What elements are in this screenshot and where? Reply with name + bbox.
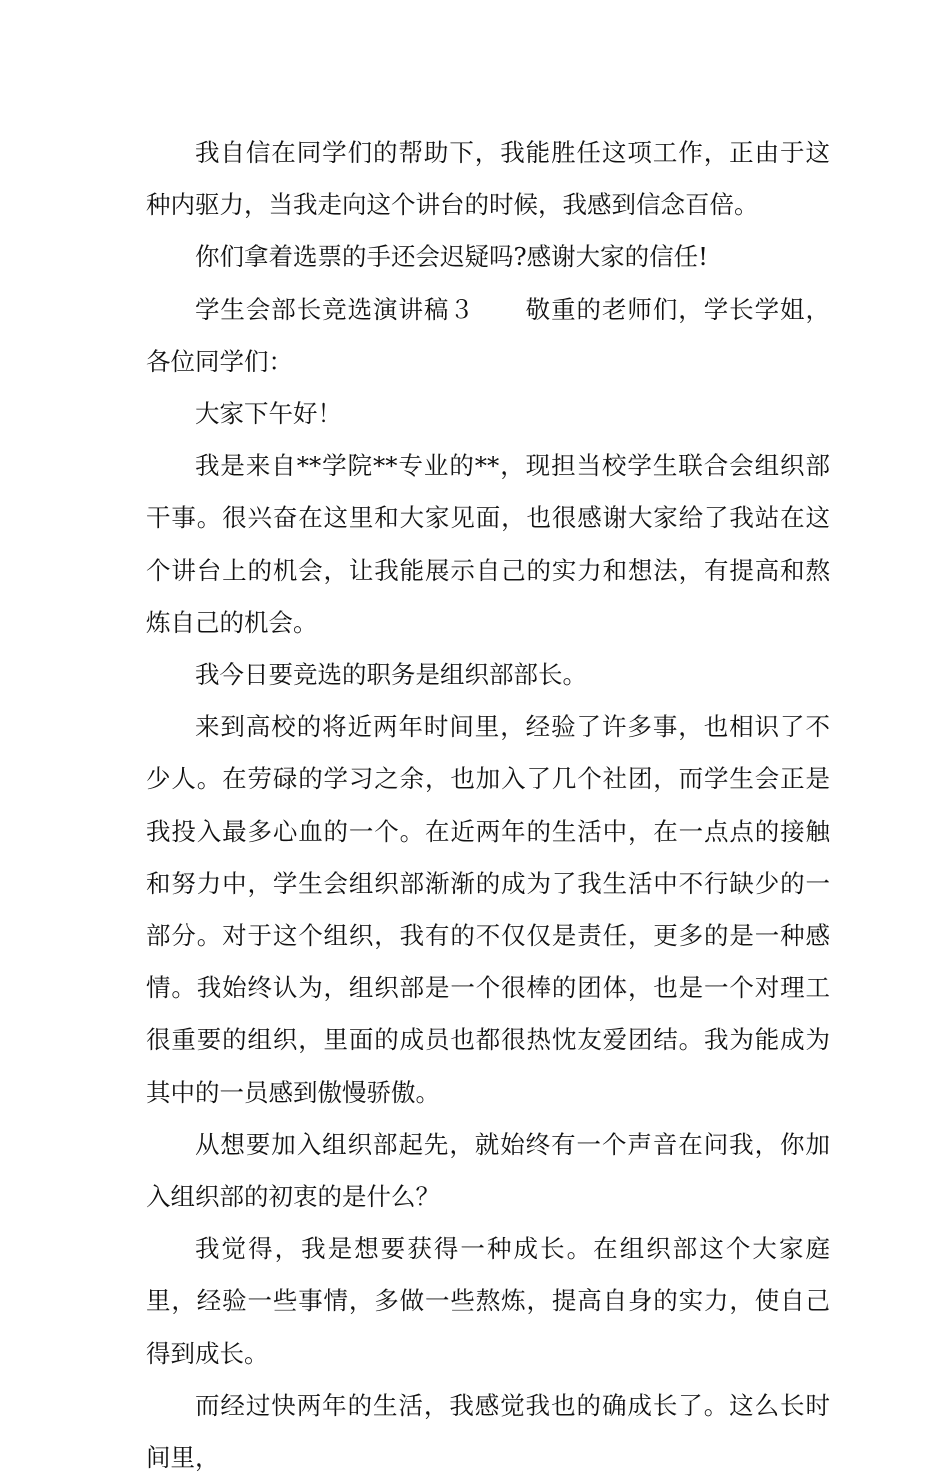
paragraph: 来到高校的将近两年时间里，经验了许多事，也相识了不少人。在劳碌的学习之余，也加入了几个社团，而学生会正是我投入最多心血的一个。在近两年的生活中，在一点点的接触和努力中，学生会组织部渐渐的成为了我生活中不行缺少的一部分。对于这个组织，我有的不仅仅是责任，更多的是一种感情。我始终认为，组织部是一个很棒的团体，也是一个对理工很重要的组织，里面的成员也都很热忱友爱团结。我为能成为其中的一员感到傲慢骄傲。: [146, 712, 830, 1107]
paragraph: 我觉得，我是想要获得一种成长。在组织部这个大家庭里，经验一些事情，多做一些熬炼，提高自身的实力，使自己得到成长。: [146, 1234, 830, 1368]
paragraph: 我自信在同学们的帮助下，我能胜任这项工作，正由于这种内驱力，当我走向这个讲台的时候，我感到信念百倍。: [146, 138, 830, 220]
paragraph: 大家下午好！: [195, 399, 342, 429]
paragraph: 我今日要竞选的职务是组织部部长。: [195, 660, 587, 690]
paragraph: 学生会部长竞选演讲稿３ 敬重的老师们，学长学姐，各位同学们：: [146, 294, 830, 376]
paragraph: 我是来自**学院**专业的**，现担当校学生联合会组织部干事。很兴奋在这里和大家见面，也很感谢大家给了我站在这个讲台上的机会，让我能展示自己的实力和想法，有提高和熬炼自己的机会。: [146, 451, 830, 637]
paragraph: 你们拿着选票的手还会迟疑吗?感谢大家的信任!: [195, 242, 708, 272]
document-body: [146, 127, 830, 1484]
paragraph: 而经过快两年的生活，我感觉我也的确成长了。这么长时间里，: [146, 1390, 830, 1473]
paragraph: 从想要加入组织部起先，就始终有一个声音在问我，你加入组织部的初衷的是什么？: [146, 1129, 830, 1212]
